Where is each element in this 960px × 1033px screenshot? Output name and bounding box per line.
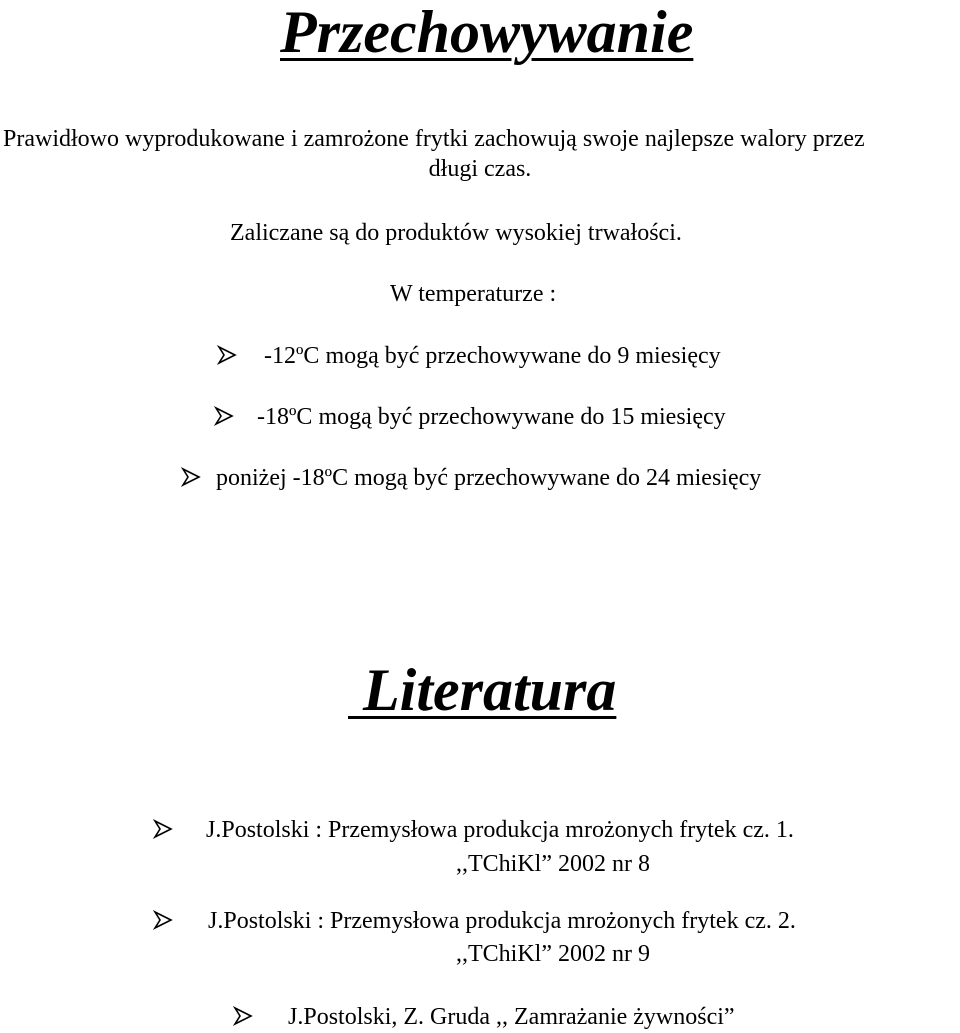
section-title-literature: Literatura bbox=[348, 657, 617, 723]
reference-item bbox=[232, 1005, 832, 1033]
durability-text: Zaliczane są do produktów wysokiej trwałości. bbox=[230, 220, 682, 246]
list-item-label: poniżej -18ºC mogą być przechowywane do 24 miesięcy bbox=[216, 465, 762, 491]
reference-line-1: J.Postolski : Przemysłowa produkcja mrożonych frytek cz. 2. bbox=[208, 908, 796, 934]
reference-line-2: ,,TChiKl” 2002 nr 9 bbox=[456, 941, 650, 967]
intro-line-1: Prawidłowo wyprodukowane i zamrożone frytki zachowują swoje najlepsze walory przez bbox=[3, 126, 865, 152]
list-item-label: -18ºC mogą być przechowywane do 15 miesięcy bbox=[257, 404, 726, 430]
arrowhead-bullet-icon bbox=[152, 909, 174, 931]
arrowhead-bullet-icon bbox=[213, 405, 235, 427]
page-title: Przechowywanie bbox=[280, 0, 694, 65]
reference-line-2: ,,TChiKl” 2002 nr 8 bbox=[456, 851, 650, 877]
list-item bbox=[216, 344, 816, 372]
arrowhead-bullet-icon bbox=[216, 344, 238, 366]
list-item-label: -12ºC mogą być przechowywane do 9 miesięcy bbox=[264, 343, 721, 369]
reference-line-1: J.Postolski, Z. Gruda ,, Zamrażanie żywności” bbox=[288, 1004, 735, 1030]
list-item bbox=[213, 405, 813, 433]
intro-line-2: długi czas. bbox=[428, 156, 532, 182]
arrowhead-bullet-icon bbox=[232, 1005, 254, 1027]
temperature-heading: W temperaturze : bbox=[390, 281, 557, 307]
arrowhead-bullet-icon bbox=[152, 818, 174, 840]
reference-line-1: J.Postolski : Przemysłowa produkcja mrożonych frytek cz. 1. bbox=[206, 817, 794, 843]
list-item bbox=[180, 466, 840, 494]
arrowhead-bullet-icon bbox=[180, 466, 202, 488]
